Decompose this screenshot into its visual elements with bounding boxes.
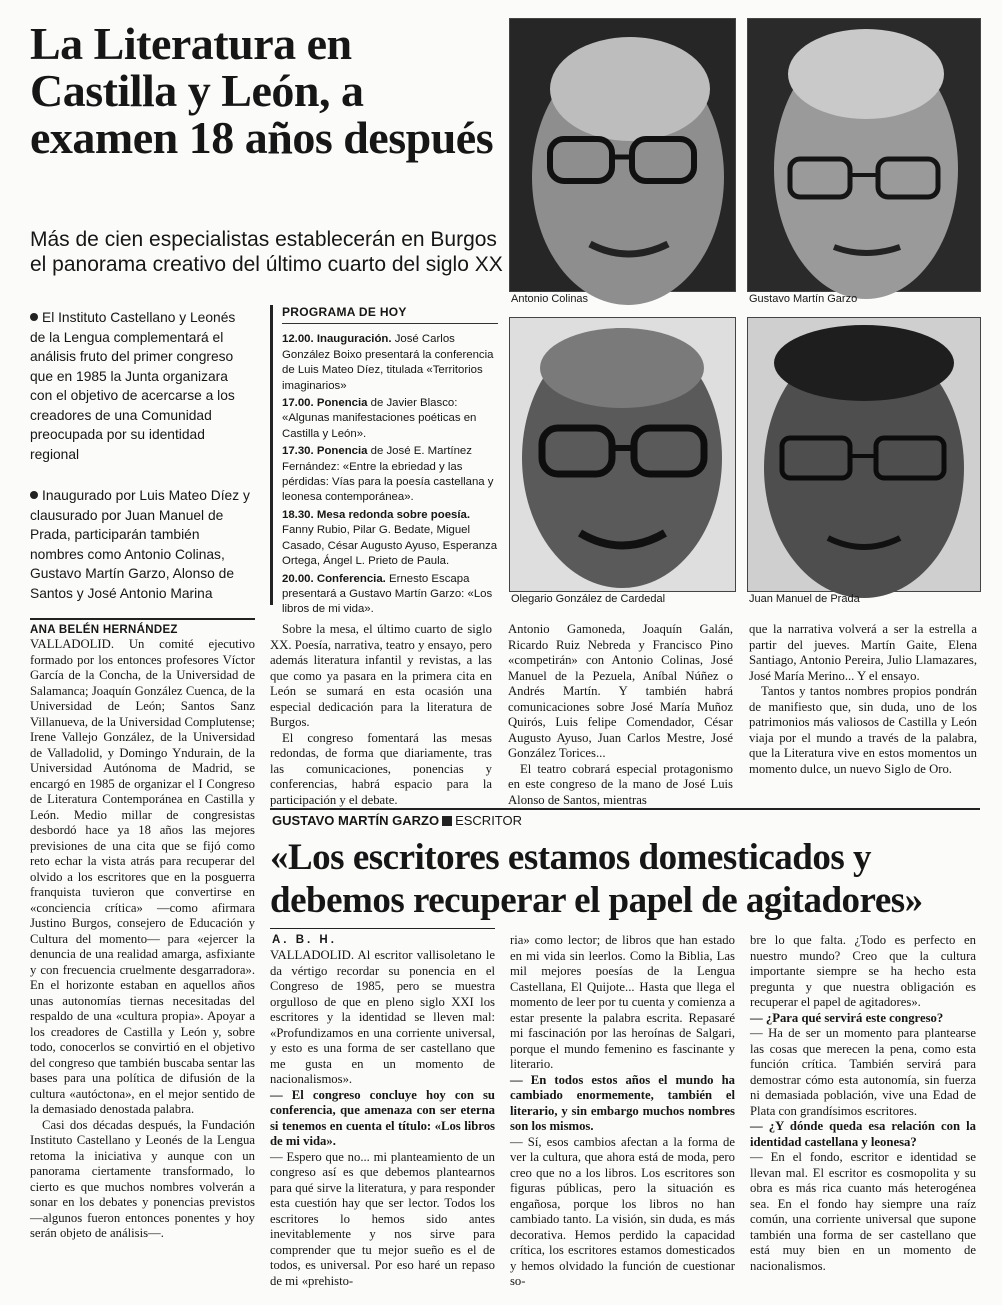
section-rule xyxy=(270,808,980,810)
article-column xyxy=(508,622,733,807)
subheadline: Más de cien especialistas establecerán en Burgos el panorama creativo del último cuarto del siglo XX xyxy=(30,228,503,276)
article-column xyxy=(270,622,492,807)
portrait-photo xyxy=(747,317,981,592)
interview-header xyxy=(272,813,972,828)
interview-answer: — Espero que no... mi planteamiento de un congreso así es que debemos plantearnos para qué sirve la literatura, y para responder esta cuestión hay que ser lector. Todos los escritores lo hemos sido antes inevitablemente y nos sirve para comprender que tu mejor sueño es el de todos, es universal. Por eso haré un repaso de mi «prehisto- xyxy=(270,1149,495,1288)
photo-caption: Juan Manuel de Prada xyxy=(749,593,860,605)
bullet-icon xyxy=(30,313,38,321)
byline-rule xyxy=(270,928,495,929)
interview-column xyxy=(270,948,495,1288)
interview-column xyxy=(510,933,735,1288)
interview-headline: «Los escritores estamos domesticados y debemos recuperar el papel de agitadores» xyxy=(270,837,923,921)
bullet-icon xyxy=(30,491,38,499)
interview-question: — En todos estos años el mundo ha cambiado enormemente, también el literario, y sin embargo muchos nombres son los mismos. xyxy=(510,1072,735,1133)
article-column xyxy=(30,637,255,1287)
article-paragraph: El teatro cobrará especial protagonismo en este congreso de la mano de José Luis Alonso de Santos, mientras xyxy=(508,761,733,807)
headline: La Literatura en Castilla y León, a examen 18 años después xyxy=(30,18,494,163)
dateline: VALLADOLID. xyxy=(270,948,354,962)
article-paragraph: Antonio Gamoneda, Joaquín Galán, Ricardo Ruiz Nebreda y Francisco Pino «competirán» con Antonio Colinas, José Manuel de la Pezuela, Aníbal Núñez o Andrés Martín. Y también habrá comunicaciones sobre José María Muñoz Quirós, Luis felipe Comendador, César Augusto Ayuso, Juan Carlos Mestre, José González Torices... xyxy=(508,622,733,760)
portrait-photo xyxy=(509,18,736,292)
interview-answer: — Ha de ser un momento para plantearse las cosas que merecen la pena, como esta función crítica. También servirá para demostrar cómo esta autonomía, sin fuerza ni demasiada población, vive una Edad de Plata con grandísimos escritores. xyxy=(750,1026,976,1118)
portrait-image xyxy=(748,318,980,591)
program-item: 17.30. Ponencia de José E. Martínez Fernández: «Entre la ebriedad y las pérdidas: Vías para la poesía castellana y leonesa contemporánea». xyxy=(282,445,494,504)
program-item: 20.00. Conferencia. Ernesto Escapa presentará a Gustavo Martín Garzo: «Los libros de mi vida». xyxy=(282,572,493,616)
article-column xyxy=(749,622,977,804)
portrait-image xyxy=(510,318,735,591)
interviewee-role: ESCRITOR xyxy=(455,813,523,828)
interview-answer: ria» como lector; de libros que han estado en mi vida sin leerlos. Como la Biblia, Las mil mejores poesías de la Lengua Castellana, El Quijote... Hasta que llega el momento de leer por tu cuenta y comienza a estar presente la palabra escrita. Repasaré mi fascinación por las heroínas de Salgari, porque el mundo femenino es fascinante y literario. xyxy=(510,933,735,1071)
program-item: 17.00. Ponencia de Javier Blasco: «Algunas manifestaciones poéticas en Castilla y León». xyxy=(282,397,477,440)
interview-answer: bre lo que falta. ¿Todo es perfecto en nuestro mundo? Creo que la cultura importante siempre se ha hecho esta pregunta y que nuestra obligación es recuperar el papel de agitadores». xyxy=(750,933,976,1009)
article-paragraph: VALLADOLID. Al escritor vallisoletano le da vértigo recordar su ponencia en el Congreso de 1985, pero se muestra orgulloso de que en pleno siglo XXI los escritores y la identidad se lleven mal: «Profundizamos en una corriente universal, y esto es una forma de ser castellano que me gusta en un momento de nacionalismos». xyxy=(270,948,495,1086)
interview-answer: — En el fondo, escritor e identidad se llevan mal. El escritor es cosmopolita y su obra es más rica cuanto más heterogénea sea. En el fondo hay siempre una raíz común, una corriente universal que supone también una forma de ser castellano que está muy bien en un momento de nacionalismos. xyxy=(750,1150,976,1273)
interview-question: — ¿Y dónde queda esa relación con la identidad castellana y leonesa? xyxy=(750,1119,976,1149)
photo-caption: Gustavo Martín Garzo xyxy=(749,293,858,305)
article-paragraph: Casi dos décadas después, la Fundación Instituto Castellano y Leonés de la Lengua retoma la iniciativa y aunque con un panorama ciertamente transformado, lo cierto es que muchos nombres volverán a sonar en los debates y ponencias previstos —algunos fueron entonces ponentes y hoy serán objeto de análisis—. xyxy=(30,1117,255,1240)
bullet-item: Inaugurado por Luis Mateo Díez y clausurado por Juan Manuel de Prada, participarán también nombres como Antonio Colinas, Gustavo Martín Garzo, Alonso de Santos y José Antonio Marina xyxy=(30,488,250,601)
interview-question: — El congreso concluye hoy con su conferencia, que amenaza con ser eterna si tenemos en cuenta el título: «Los libros de mi vida». xyxy=(270,1087,495,1148)
program-item: 18.30. Mesa redonda sobre poesía. Fanny Rubio, Pilar G. Bedate, Miguel Casado, César Augusto Ayuso, Esperanza Ortega, Ángel L. Prieto de Paula. xyxy=(282,508,498,568)
program-title: PROGRAMA DE HOY xyxy=(282,305,498,324)
byline-rule xyxy=(30,618,255,620)
article-paragraph: Tantos y tantos nombres propios pondrán de manifiesto que, sin duda, uno de los patrimonios más valiosos de Castilla y León viaja por el mundo a través de la palabra, que la Literatura vive en estos momentos un momento dulce, un nuevo Siglo de Oro. xyxy=(749,684,977,776)
portrait-image xyxy=(510,19,735,291)
program-item: 12.00. Inauguración. José Carlos González Boixo presentará la conferencia de Luis Mateo Díez, titulada «Territorios imaginarios» xyxy=(282,333,494,392)
separator-square-icon xyxy=(442,816,452,826)
portrait-image xyxy=(748,19,980,291)
interviewee-name: GUSTAVO MARTÍN GARZO xyxy=(272,813,440,828)
portrait-photo xyxy=(747,18,981,292)
article-paragraph: Sobre la mesa, el último cuarto de siglo XX. Poesía, narrativa, teatro y ensayo, pero además literatura infantil y revistas, a las que como ya pasara en la primera cita en León se sumará en esta ocasión una especial dedicación para la literatura de Burgos. xyxy=(270,622,492,729)
article-paragraph: El congreso fomentará las mesas redondas, de forma que diariamente, tras las comunicaciones, ponencias y conferencias, habrá espacio para la participación y el debate. xyxy=(270,730,492,807)
summary-bullets xyxy=(30,308,252,625)
photo-caption: Antonio Colinas xyxy=(511,293,589,305)
portrait-photo xyxy=(509,317,736,592)
interview-column xyxy=(750,933,976,1288)
interview-question: — ¿Para qué servirá este congreso? xyxy=(750,1010,944,1025)
program-box xyxy=(270,305,498,616)
article-paragraph: que la narrativa volverá a ser la estrella a partir del jueves. Martín Gaite, Elena Santiago, Antonio Pereira, Julio Llamazares, José María Merino... Y el ensayo. xyxy=(749,622,977,683)
photo-caption: Olegario González de Cardedal xyxy=(511,593,666,605)
byline: ANA BELÉN HERNÁNDEZ xyxy=(30,624,178,636)
bullet-item: El Instituto Castellano y Leonés de la Lengua complementará el análisis fruto del primer congreso que en 1985 la Junta organizara con el objetivo de acercarse a los creadores de una Comunidad preocupada por su identidad regional xyxy=(30,310,236,462)
interview-answer: — Sí, esos cambios afectan a la forma de ver la cultura, que ahora está de moda, pero creo que no a los libros. Los escritores son figuras públicas, pero la situación es engañosa, porque los libros no han cambiado tanto. La visión, sin duda, es más decorativa. Hemos perdido la capacidad crítica, los escritores estamos domesticados y hemos olvidado la función de cuestionar so- xyxy=(510,1134,735,1288)
interview-byline: A. B. H. xyxy=(272,934,337,946)
article-paragraph: VALLADOLID. Un comité ejecutivo formado por los entonces profesores Víctor García de la Concha, de la Universidad de Salamanca; Joaquín González Cuenca, de la Universidad de León; Santos Sanz Villanueva, de la Universidad Complutense; Irene Vallejo González, de la Universidad de Valladolid, y Domingo Yndurain, de la Universidad Autónoma de Madrid, se encargó en 1985 de organizar el I Congreso de Literatura Contemporánea en Castilla y León. Medio millar de congresistas desbordó hace ya 18 años las mejores previsiones de una cita que se fijó como reto echar la vista atrás para recuperar del olvido a los escritores que en la posguerra franquista tuvieron que convertirse en «conciencia crítica» —como afirmara Justino Burgos, consejero de Educación y Cultura del momento— para «ejercer la denuncia de una realidad amarga, asfixiante y con frecuencia cruelmente desgarradora». En el horizonte estaban en aquellos años unas autonomías tiernas necesitadas del respaldo de una «cultura propia». Apoyar a los creadores de Castilla y León y, sobre todo, conocerlos se convirtió en el objetivo del congreso que también buscaba sentar las bases para una política de difusión de la cultura «autóctona», en el mejor sentido de la demasiado denostada palabra. xyxy=(30,637,255,1116)
dateline: VALLADOLID. xyxy=(30,637,114,651)
